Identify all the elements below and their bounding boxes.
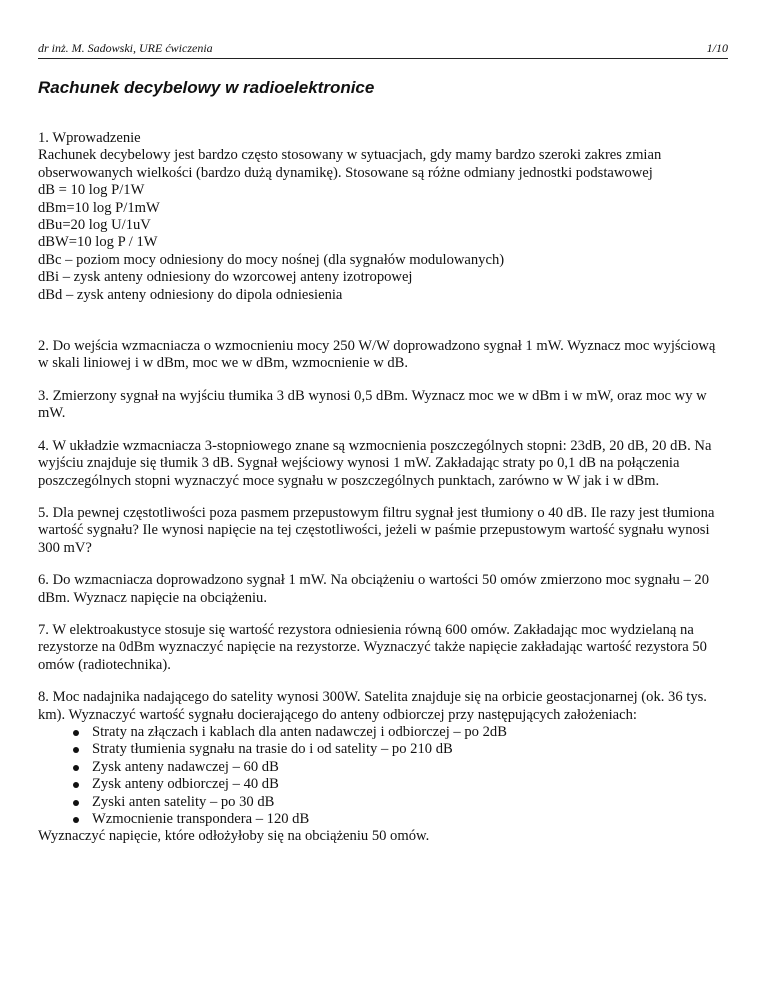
bullet-icon [73,782,79,788]
list-item: Straty tłumienia sygnału na trasie do i od satelity – po 210 dB [38,741,728,758]
bullet-icon [73,730,79,736]
document-title: Rachunek decybelowy w radioelektronice [38,78,375,97]
document-body [38,130,728,846]
list-item: Zysk anteny odbiorczej – 40 dB [38,776,728,793]
list-item: Wzmocnienie transpondera – 120 dB [38,811,728,828]
header-author: dr inż. M. Sadowski, URE ćwiczenia [38,41,213,55]
exercise-8-intro: 8. Moc nadajnika nadającego do satelity wynosi 300W. Satelita znajduje się na orbicie geostacjonarnej (ok. 36 tys. km). Wyznaczyć wartość sygnału docierającego do anteny odbiorczej przy następujących założeniach: [38,689,707,723]
exercise-8-assumptions [38,724,728,828]
exercise-6: 6. Do wzmacniacza doprowadzono sygnał 1 mW. Na obciążeniu o wartości 50 omów zmierzono moc sygnału – 20 dBm. Wyznacz napięcie na obciążeniu. [38,572,709,606]
formula-db: dB = 10 log P/1W [38,182,145,199]
bullet-icon [73,800,79,806]
bullet-icon [73,747,79,753]
exercise-2: 2. Do wejścia wzmacniacza o wzmocnieniu mocy 250 W/W doprowadzono sygnał 1 mW. Wyznacz moc wyjściową w skali liniowej i w dBm, moc we w dBm, wzmocnienie w dB. [38,338,716,372]
header-divider [38,58,728,59]
exercise-7: 7. W elektroakustyce stosuje się wartość rezystora odniesienia równą 600 omów. Zakładając moc wydzielaną na rezystorze na 0dBm wyznaczyć napięcie na rezystorze. Wyznaczyć także napięcie zakładając wartość rezystora 50 omów (radiotechnika). [38,621,707,673]
formula-dbd: dBd – zysk anteny odniesiony do dipola odniesienia [38,286,343,303]
list-item: Straty na złączach i kablach dla anten nadawczej i odbiorczej – po 2dB [38,724,728,741]
formula-dbu: dBu=20 log U/1uV [38,217,151,234]
list-item: Zyski anten satelity – po 30 dB [38,794,728,811]
intro-paragraph: Rachunek decybelowy jest bardzo często stosowany w sytuacjach, gdy mamy bardzo szeroki zakres zmian obserwowanych wielkości (bardzo dużą dynamikę). Stosowane są różne odmiany jednostki podstawowej [38,147,662,181]
formula-dbm: dBm=10 log P/1mW [38,199,160,216]
document-page [38,0,728,994]
bullet-icon [73,765,79,771]
exercise-4: 4. W układzie wzmacniacza 3-stopniowego znane są wzmocnienia poszczególnych stopni: 23dB, 20 dB, 20 dB. Na wyjściu znajduje się tłumik 3 dB. Sygnał wejściowy wynosi 1 mW. Zakładając straty po 0,1 dB na połączenia poszczególnych stopni wyznaczyć moce sygnału w poszczególnych punktach, zarówno w W jak i w dBm. [38,437,712,489]
formula-dbi: dBi – zysk anteny odniesiony do wzorcowej anteny izotropowej [38,269,413,286]
exercise-3: 3. Zmierzony sygnał na wyjściu tłumika 3 dB wynosi 0,5 dBm. Wyznacz moc we w dBm i w mW, oraz moc wy w mW. [38,387,707,422]
exercise-5: 5. Dla pewnej częstotliwości poza pasmem przepustowym filtru sygnał jest tłumiony o 40 dB. Ile razy jest tłumiona wartość sygnału? Ile wynosi napięcie na tej częstotliwości, jeżeli w paśmie przepustowym wartość sygnału wynosi 300 mV? [38,504,715,556]
bullet-icon [73,817,79,823]
exercise-8-outro: Wyznaczyć napięcie, które odłożyłoby się na obciążeniu 50 omów. [38,828,430,845]
formula-dbw: dBW=10 log P / 1W [38,234,158,251]
list-item: Zysk anteny nadawczej – 60 dB [38,759,728,776]
section-heading: 1. Wprowadzenie [38,130,141,146]
formula-dbc: dBc – poziom mocy odniesiony do mocy nośnej (dla sygnałów modulowanych) [38,251,505,268]
header-page-number: 1/10 [706,41,728,55]
